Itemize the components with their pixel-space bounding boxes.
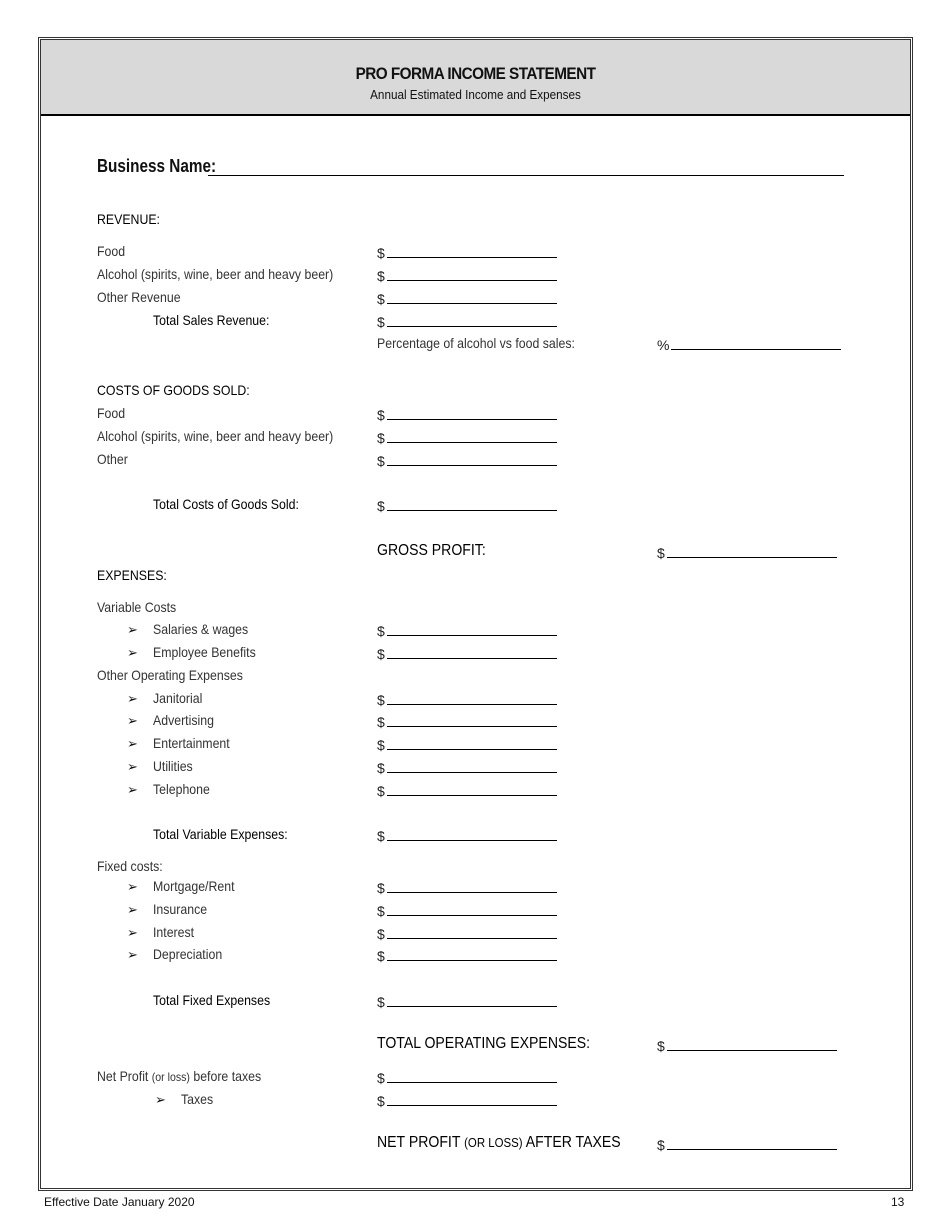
- currency-symbol: $: [377, 407, 385, 423]
- variable-costs-heading: Variable Costs: [97, 599, 177, 615]
- cogs-item: Alcohol (spirits, wine, beer and heavy beer): [97, 428, 334, 444]
- fixed-cost-item: Depreciation: [153, 946, 223, 962]
- fixed-cost-field[interactable]: [377, 946, 557, 964]
- currency-symbol: $: [377, 291, 385, 307]
- form-title: PRO FORMA INCOME STATEMENT: [355, 64, 596, 83]
- arrow-bullet-icon: ➢: [127, 713, 138, 728]
- fixed-costs-heading: Fixed costs:: [97, 858, 163, 874]
- other-expense-field[interactable]: [377, 712, 557, 730]
- currency-symbol: $: [377, 692, 385, 708]
- currency-symbol: $: [377, 268, 385, 284]
- net-profit-before-taxes-field[interactable]: [377, 1068, 557, 1086]
- revenue-item: Other Revenue: [97, 289, 181, 305]
- total-variable-expenses-field[interactable]: [377, 826, 557, 844]
- blank-line[interactable]: [667, 1135, 837, 1150]
- blank-line[interactable]: [667, 1036, 837, 1051]
- net-profit-before-taxes-label: [97, 1068, 261, 1084]
- other-expense-item: Entertainment: [153, 735, 230, 751]
- other-expense-field[interactable]: [377, 781, 557, 799]
- currency-symbol: $: [377, 245, 385, 261]
- net-profit-after-taxes-field[interactable]: [657, 1135, 837, 1153]
- footer-page-number: 13: [891, 1195, 905, 1209]
- blank-line[interactable]: [387, 451, 557, 466]
- blank-line[interactable]: [387, 781, 557, 796]
- currency-symbol: $: [377, 430, 385, 446]
- net-profit-after-taxes-label: [377, 1134, 621, 1152]
- currency-symbol: $: [377, 903, 385, 919]
- currency-symbol: %: [657, 337, 670, 353]
- arrow-bullet-icon: ➢: [127, 736, 138, 751]
- other-operating-heading: Other Operating Expenses: [97, 667, 243, 683]
- business-name-field[interactable]: [208, 175, 844, 176]
- arrow-bullet-icon: ➢: [127, 925, 138, 940]
- total-cogs-label: Total Costs of Goods Sold:: [153, 496, 299, 512]
- blank-line[interactable]: [387, 1091, 557, 1106]
- alcohol-percentage-field[interactable]: [657, 335, 841, 353]
- net-profit-before-part: (or loss): [151, 1070, 190, 1084]
- total-fixed-expenses-label: Total Fixed Expenses: [153, 992, 271, 1008]
- other-expense-field[interactable]: [377, 735, 557, 753]
- currency-symbol: $: [377, 1070, 385, 1086]
- currency-symbol: $: [377, 880, 385, 896]
- taxes-field[interactable]: [377, 1091, 557, 1109]
- other-expense-field[interactable]: [377, 690, 557, 708]
- taxes-label: Taxes: [181, 1091, 214, 1107]
- blank-line[interactable]: [667, 543, 837, 558]
- variable-cost-item: Salaries & wages: [153, 621, 249, 637]
- cogs-heading: COSTS OF GOODS SOLD:: [97, 382, 250, 398]
- other-expense-item: Janitorial: [153, 690, 203, 706]
- fixed-cost-item: Interest: [153, 924, 195, 940]
- blank-line[interactable]: [387, 621, 557, 636]
- currency-symbol: $: [377, 783, 385, 799]
- cogs-amount-field[interactable]: [377, 451, 557, 469]
- form-subtitle: Annual Estimated Income and Expenses: [370, 87, 581, 102]
- blank-line[interactable]: [387, 992, 557, 1007]
- arrow-bullet-icon: ➢: [155, 1092, 166, 1107]
- other-expense-field[interactable]: [377, 758, 557, 776]
- gross-profit-field[interactable]: [657, 543, 837, 561]
- net-profit-after-part: (OR LOSS): [464, 1135, 523, 1150]
- revenue-item: Food: [97, 243, 126, 259]
- arrow-bullet-icon: ➢: [127, 782, 138, 797]
- currency-symbol: $: [377, 1093, 385, 1109]
- arrow-bullet-icon: ➢: [127, 759, 138, 774]
- blank-line[interactable]: [387, 878, 557, 893]
- other-expense-item: Utilities: [153, 758, 193, 774]
- blank-line[interactable]: [387, 496, 557, 511]
- currency-symbol: $: [377, 646, 385, 662]
- currency-symbol: $: [657, 1038, 665, 1054]
- gross-profit-label: GROSS PROFIT:: [377, 542, 486, 559]
- blank-line[interactable]: [387, 826, 557, 841]
- arrow-bullet-icon: ➢: [127, 645, 138, 660]
- variable-cost-field[interactable]: [377, 621, 557, 639]
- currency-symbol: $: [377, 994, 385, 1010]
- net-profit-after-part: NET PROFIT: [377, 1134, 465, 1151]
- alcohol-percentage-label: Percentage of alcohol vs food sales:: [377, 335, 575, 351]
- blank-line[interactable]: [387, 428, 557, 443]
- currency-symbol: $: [657, 1137, 665, 1153]
- revenue-amount-field[interactable]: [377, 289, 557, 307]
- blank-line[interactable]: [671, 335, 841, 350]
- currency-symbol: $: [377, 498, 385, 514]
- revenue-heading: REVENUE:: [97, 211, 160, 227]
- blank-line[interactable]: [387, 758, 557, 773]
- fixed-cost-item: Mortgage/Rent: [153, 878, 235, 894]
- currency-symbol: $: [657, 545, 665, 561]
- blank-line[interactable]: [387, 712, 557, 727]
- blank-line[interactable]: [387, 924, 557, 939]
- total-operating-expenses-label: TOTAL OPERATING EXPENSES:: [377, 1035, 591, 1052]
- currency-symbol: $: [377, 623, 385, 639]
- arrow-bullet-icon: ➢: [127, 691, 138, 706]
- net-profit-before-part: Net Profit: [97, 1068, 152, 1084]
- fixed-cost-field[interactable]: [377, 878, 557, 896]
- cogs-amount-field[interactable]: [377, 405, 557, 423]
- blank-line[interactable]: [387, 946, 557, 961]
- cogs-item: Food: [97, 405, 126, 421]
- total-fixed-expenses-field[interactable]: [377, 992, 557, 1010]
- currency-symbol: $: [377, 314, 385, 330]
- form-header: [41, 40, 910, 116]
- expenses-heading: EXPENSES:: [97, 567, 167, 583]
- currency-symbol: $: [377, 760, 385, 776]
- total-sales-revenue-label: Total Sales Revenue:: [153, 312, 270, 328]
- blank-line[interactable]: [387, 312, 557, 327]
- arrow-bullet-icon: ➢: [127, 902, 138, 917]
- blank-line[interactable]: [387, 243, 557, 258]
- currency-symbol: $: [377, 948, 385, 964]
- cogs-item: Other: [97, 451, 128, 467]
- cogs-amount-field[interactable]: [377, 428, 557, 446]
- blank-line[interactable]: [387, 690, 557, 705]
- fixed-cost-item: Insurance: [153, 901, 208, 917]
- other-expense-item: Advertising: [153, 712, 214, 728]
- currency-symbol: $: [377, 926, 385, 942]
- business-name-label: Business Name:: [97, 156, 217, 176]
- variable-cost-field[interactable]: [377, 644, 557, 662]
- total-sales-revenue-field[interactable]: [377, 312, 557, 330]
- fixed-cost-field[interactable]: [377, 924, 557, 942]
- revenue-amount-field[interactable]: [377, 266, 557, 284]
- fixed-cost-field[interactable]: [377, 901, 557, 919]
- currency-symbol: $: [377, 714, 385, 730]
- arrow-bullet-icon: ➢: [127, 879, 138, 894]
- blank-line[interactable]: [387, 1068, 557, 1083]
- currency-symbol: $: [377, 828, 385, 844]
- blank-line[interactable]: [387, 644, 557, 659]
- currency-symbol: $: [377, 737, 385, 753]
- blank-line[interactable]: [387, 266, 557, 281]
- revenue-item: Alcohol (spirits, wine, beer and heavy beer): [97, 266, 334, 282]
- total-cogs-field[interactable]: [377, 496, 557, 514]
- other-expense-item: Telephone: [153, 781, 210, 797]
- blank-line[interactable]: [387, 289, 557, 304]
- revenue-amount-field[interactable]: [377, 243, 557, 261]
- currency-symbol: $: [377, 453, 385, 469]
- blank-line[interactable]: [387, 901, 557, 916]
- arrow-bullet-icon: ➢: [127, 622, 138, 637]
- blank-line[interactable]: [387, 405, 557, 420]
- footer-effective-date: Effective Date January 2020: [44, 1195, 195, 1209]
- blank-line[interactable]: [387, 735, 557, 750]
- total-variable-expenses-label: Total Variable Expenses:: [153, 826, 288, 842]
- arrow-bullet-icon: ➢: [127, 947, 138, 962]
- net-profit-after-part: AFTER TAXES: [522, 1134, 621, 1151]
- net-profit-before-part: before taxes: [189, 1068, 262, 1084]
- variable-cost-item: Employee Benefits: [153, 644, 256, 660]
- total-operating-expenses-field[interactable]: [657, 1036, 837, 1054]
